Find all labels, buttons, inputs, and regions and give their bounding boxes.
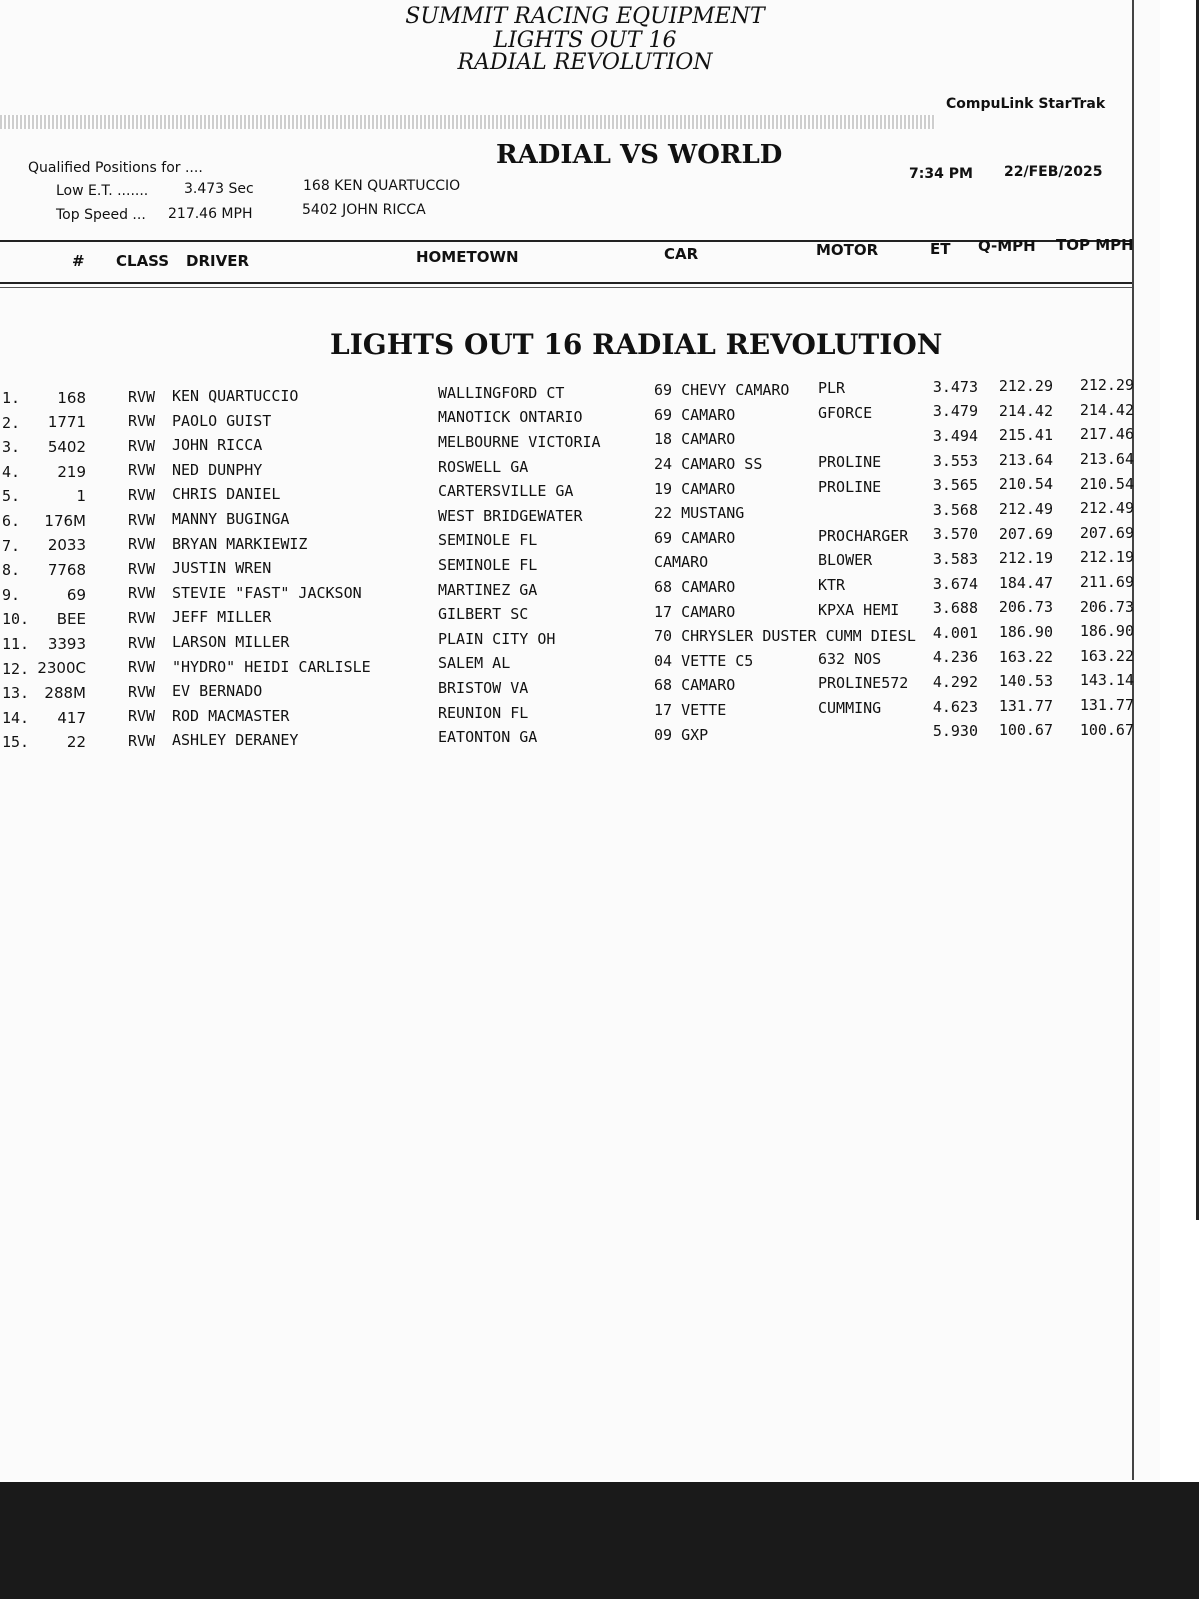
col-topmph: TOP MPH (1056, 236, 1134, 254)
cell-class: RVW (128, 535, 156, 554)
table-row (0, 523, 1160, 561)
cell-car-number: 69 (66, 585, 86, 604)
cell-hometown: PLAIN CITY OH (438, 629, 556, 648)
cell-car-number: 7768 (47, 560, 86, 579)
cell-hometown: MELBOURNE VICTORIA (438, 432, 601, 451)
report-time: 7:34 PM (909, 166, 973, 182)
cell-position: 7. (2, 536, 21, 555)
cell-et: 3.583 (932, 550, 978, 568)
cell-motor: PROCHARGER (818, 526, 909, 545)
cell-q-mph: 212.29 (998, 377, 1053, 395)
cell-position: 4. (2, 462, 21, 481)
cell-car-number: 3393 (47, 634, 86, 653)
cell-class: RVW (128, 584, 156, 603)
cell-motor: 632 NOS (818, 649, 882, 668)
cell-position: 14. (2, 708, 30, 727)
cell-driver: STEVIE "FAST" JACKSON (172, 583, 362, 602)
cell-driver: CHRIS DANIEL (172, 485, 281, 504)
cell-q-mph: 212.19 (998, 549, 1053, 568)
header-rule-bottom-2 (0, 287, 1132, 288)
cell-position: 8. (2, 561, 21, 580)
cell-class: RVW (128, 658, 156, 677)
cell-car: 69 CAMARO (654, 528, 736, 547)
cell-position: 1. (2, 389, 21, 407)
cell-motor: GFORCE (818, 403, 873, 422)
cell-motor: PLR (818, 379, 846, 398)
cell-top-mph: 186.90 (1079, 622, 1134, 641)
cell-hometown: EATONTON GA (438, 728, 538, 747)
cell-q-mph: 206.73 (998, 598, 1053, 617)
cell-top-mph: 217.46 (1079, 425, 1134, 444)
cell-class: RVW (128, 608, 156, 627)
cell-top-mph: 163.22 (1079, 646, 1134, 665)
low-et-holder: 168 KEN QUARTUCCIO (303, 178, 461, 194)
cell-position: 13. (2, 684, 30, 703)
cell-driver: JOHN RICCA (172, 436, 263, 455)
cell-class: RVW (128, 682, 156, 701)
top-speed-label: Top Speed ... (56, 207, 146, 223)
col-motor: MOTOR (816, 241, 879, 259)
cell-car: 04 VETTE C5 (654, 651, 754, 670)
cell-et: 4.236 (932, 648, 978, 667)
cell-et: 3.674 (932, 574, 978, 593)
col-class: CLASS (116, 252, 170, 270)
cell-et: 5.930 (932, 722, 978, 741)
col-car: CAR (664, 245, 699, 263)
cell-position: 6. (2, 512, 21, 530)
header-line-3: RADIAL REVOLUTION (457, 50, 713, 75)
cell-driver: NED DUNPHY (172, 460, 263, 479)
cell-et: 3.565 (932, 476, 978, 495)
cell-car: 09 GXP (654, 725, 709, 744)
cell-position: 2. (2, 413, 21, 432)
cell-driver: ASHLEY DERANEY (172, 731, 299, 750)
cell-car-number: 168 (57, 388, 86, 407)
cell-class: RVW (128, 461, 156, 480)
cell-q-mph: 215.41 (998, 426, 1053, 445)
table-row (0, 572, 1160, 610)
cell-car: 69 CHEVY CAMARO (654, 381, 790, 400)
cell-top-mph: 131.77 (1079, 695, 1134, 714)
cell-et: 4.623 (932, 697, 978, 716)
cell-top-mph: 100.67 (1079, 720, 1134, 739)
cell-position: 9. (2, 585, 21, 604)
cell-class: RVW (128, 510, 156, 529)
brand-label: CompuLink StarTrak (946, 96, 1106, 112)
cell-top-mph: 207.69 (1079, 523, 1134, 542)
cell-car: 17 VETTE (654, 700, 727, 719)
col-hometown: HOMETOWN (416, 248, 519, 266)
cell-position: 11. (2, 635, 30, 653)
cell-q-mph: 210.54 (998, 475, 1053, 494)
cell-car: CAMARO (654, 553, 709, 572)
top-speed-value: 217.46 MPH (168, 206, 253, 222)
cell-driver: JUSTIN WREN (172, 559, 272, 578)
qualified-label: Qualified Positions for .... (28, 160, 203, 176)
table-row (0, 548, 1160, 585)
cell-class: RVW (128, 707, 156, 726)
col-num: # (72, 252, 85, 270)
cell-top-mph: 143.14 (1079, 671, 1134, 690)
cell-car: 17 CAMARO (654, 602, 736, 621)
cell-driver: KEN QUARTUCCIO (172, 386, 299, 405)
cell-q-mph: 186.90 (998, 623, 1053, 641)
cell-motor: PROLINE572 (818, 674, 909, 693)
cell-hometown: SALEM AL (438, 654, 511, 673)
header-rule-bottom (0, 282, 1132, 284)
table-row (0, 720, 1160, 757)
cell-et: 3.479 (932, 402, 978, 421)
cell-position: 12. (2, 659, 30, 678)
cell-motor: BLOWER (818, 551, 873, 570)
cell-q-mph: 163.22 (998, 647, 1053, 666)
section-title: LIGHTS OUT 16 RADIAL REVOLUTION (330, 328, 943, 361)
cell-position: 5. (2, 487, 21, 506)
col-qmph: Q-MPH (978, 237, 1036, 255)
cell-q-mph: 184.47 (998, 573, 1053, 592)
cell-car: 68 CAMARO (654, 577, 736, 596)
cell-et: 4.292 (932, 673, 978, 691)
cell-hometown: MANOTICK ONTARIO (438, 408, 583, 427)
cell-driver: PAOLO GUIST (172, 411, 272, 430)
dotted-separator (0, 115, 935, 129)
cell-et: 3.494 (932, 427, 978, 445)
cell-car-number: 2300C (37, 659, 86, 678)
cell-driver: ROD MACMASTER (172, 706, 290, 725)
cell-driver: JEFF MILLER (172, 608, 272, 627)
cell-car-number: 2033 (47, 536, 86, 555)
cell-q-mph: 207.69 (998, 524, 1053, 543)
cell-car: 70 CHRYSLER DUSTER CUMM DIESL (654, 627, 916, 646)
table-row (0, 425, 1160, 462)
cell-class: RVW (128, 387, 156, 406)
cell-position: 3. (2, 438, 21, 457)
class-title: RADIAL VS WORLD (496, 140, 783, 170)
cell-motor: CUMMING (818, 698, 882, 717)
cell-position: 10. (2, 610, 30, 629)
cell-hometown: WEST BRIDGEWATER (438, 506, 583, 525)
table-row (0, 671, 1160, 708)
cell-position: 15. (2, 733, 30, 752)
cell-q-mph: 214.42 (998, 401, 1053, 420)
cell-hometown: ROSWELL GA (438, 457, 529, 476)
table-row (0, 597, 1160, 634)
cell-car-number: 1771 (47, 413, 86, 432)
cell-top-mph: 214.42 (1079, 400, 1134, 419)
cell-car-number: 1 (76, 487, 86, 506)
cell-car: 24 CAMARO SS (654, 454, 763, 473)
cell-car-number: 288M (44, 683, 86, 702)
table-row (0, 695, 1160, 733)
cell-car-number: 417 (57, 708, 86, 727)
col-et: ET (930, 240, 951, 258)
table-row (0, 622, 1160, 659)
cell-et: 3.553 (932, 451, 978, 470)
cell-q-mph: 212.49 (998, 500, 1053, 518)
table-row (0, 499, 1160, 536)
cell-hometown: SEMINOLE FL (438, 531, 538, 550)
cell-hometown: CARTERSVILLE GA (438, 482, 574, 501)
cell-et: 4.001 (932, 623, 978, 642)
cell-class: RVW (128, 559, 156, 578)
header-line-2: LIGHTS OUT 16 (493, 28, 677, 53)
cell-top-mph: 206.73 (1079, 597, 1134, 616)
cell-car-number: 176M (44, 511, 86, 530)
cell-car-number: BEE (56, 610, 86, 629)
cell-car-number: 5402 (47, 437, 86, 456)
cell-driver: MANNY BUGINGA (172, 509, 290, 528)
cell-motor: PROLINE (818, 477, 882, 496)
header-rule-top (0, 240, 1132, 242)
cell-driver: BRYAN MARKIEWIZ (172, 534, 308, 553)
cell-q-mph: 100.67 (998, 721, 1053, 740)
table-row (0, 449, 1160, 487)
cell-car: 69 CAMARO (654, 405, 736, 424)
header-line-1: SUMMIT RACING EQUIPMENT (405, 4, 765, 29)
cell-hometown: SEMINOLE FL (438, 555, 538, 574)
cell-q-mph: 140.53 (998, 672, 1053, 691)
cell-et: 3.473 (932, 377, 978, 396)
report-date: 22/FEB/2025 (1004, 164, 1103, 180)
cell-q-mph: 213.64 (998, 450, 1053, 469)
cell-top-mph: 212.49 (1079, 499, 1134, 518)
cell-top-mph: 212.19 (1079, 548, 1134, 567)
cell-class: RVW (128, 485, 156, 504)
cell-hometown: GILBERT SC (438, 605, 529, 624)
cell-car: 22 MUSTANG (654, 504, 745, 523)
cell-driver: "HYDRO" HEIDI CARLISLE (172, 657, 371, 676)
low-et-label: Low E.T. ....... (56, 183, 149, 199)
top-speed-holder: 5402 JOHN RICCA (302, 202, 426, 218)
cell-hometown: REUNION FL (438, 703, 529, 722)
cell-car: 68 CAMARO (654, 676, 736, 695)
cell-car-number: 22 (66, 733, 86, 752)
cell-top-mph: 211.69 (1079, 572, 1134, 591)
cell-top-mph: 212.29 (1079, 376, 1134, 395)
cell-driver: EV BERNADO (172, 682, 263, 701)
cell-class: RVW (128, 731, 156, 750)
cell-hometown: MARTINEZ GA (438, 580, 538, 599)
cell-motor: KPXA HEMI (818, 600, 900, 619)
cell-et: 3.688 (932, 599, 978, 618)
cell-car: 19 CAMARO (654, 479, 736, 498)
cell-class: RVW (128, 436, 156, 455)
cell-car-number: 219 (57, 462, 86, 481)
low-et-value: 3.473 Sec (184, 181, 254, 197)
cell-class: RVW (128, 412, 156, 431)
cell-q-mph: 131.77 (998, 696, 1053, 715)
table-row (0, 646, 1160, 684)
cell-driver: LARSON MILLER (172, 632, 290, 651)
cell-hometown: WALLINGFORD CT (438, 383, 565, 402)
col-driver: DRIVER (186, 252, 249, 270)
cell-hometown: BRISTOW VA (438, 678, 529, 697)
cell-motor: KTR (818, 575, 846, 594)
cell-et: 3.568 (932, 500, 978, 519)
cell-car: 18 CAMARO (654, 430, 736, 449)
cell-et: 3.570 (932, 525, 978, 544)
cell-motor: PROLINE (818, 452, 882, 471)
cell-top-mph: 210.54 (1079, 474, 1134, 493)
cell-top-mph: 213.64 (1079, 449, 1134, 468)
cell-class: RVW (128, 633, 156, 652)
table-surface (0, 1482, 1199, 1599)
